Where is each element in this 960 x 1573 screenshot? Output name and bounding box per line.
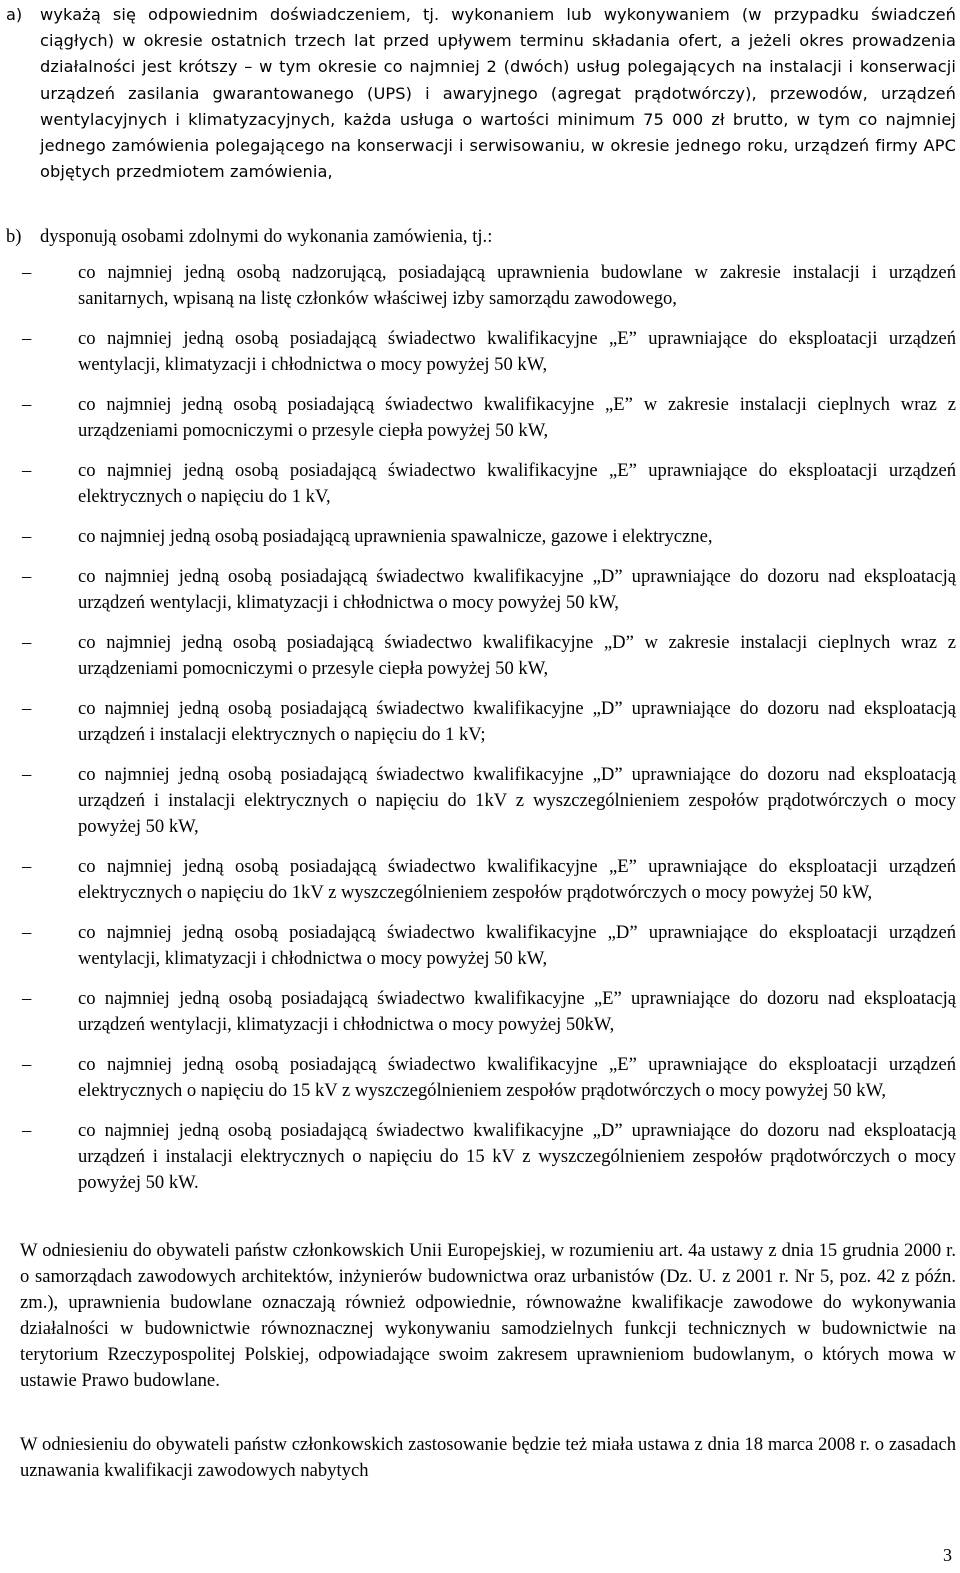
qualification-item <box>22 564 956 616</box>
qualification-item <box>22 986 956 1038</box>
qualification-item <box>22 920 956 972</box>
qualification-item <box>22 326 956 378</box>
list-item-b <box>6 224 956 250</box>
qualification-item <box>22 1118 956 1196</box>
qualification-item <box>22 1052 956 1104</box>
qualification-item <box>22 458 956 510</box>
qualification-text: co najmniej jedną osobą posiadającą świadectwo kwalifikacyjne „E” w zakresie instalacji cieplnych wraz z urządzeniami pomocniczymi o przesyle ciepła powyżej 50 kW, <box>78 394 956 441</box>
dash-marker: – <box>22 328 32 349</box>
dash-marker: – <box>22 460 32 481</box>
dash-marker: – <box>22 526 32 547</box>
page-number: 3 <box>943 1545 952 1565</box>
dash-marker: – <box>22 394 32 415</box>
qualification-text: co najmniej jedną osobą posiadającą świadectwo kwalifikacyjne „D” w zakresie instalacji cieplnych wraz z urządzeniami pomocniczymi o przesyle ciepła powyżej 50 kW, <box>78 632 956 679</box>
qualification-text: co najmniej jedną osobą posiadającą świadectwo kwalifikacyjne „E” uprawniające do eksploatacji urządzeń elektrycznych o napięciu do 1 kV, <box>78 460 956 507</box>
qualification-text: co najmniej jedną osobą posiadającą świadectwo kwalifikacyjne „D” uprawniające do dozoru nad eksploatacją urządzeń i instalacji elektrycznych o napięciu do 15 kV z wyszczególnieniem zespołów prądotwórczych o mocy powyżej 50 kW. <box>78 1120 956 1193</box>
qualification-item <box>22 696 956 748</box>
qualification-text: co najmniej jedną osobą posiadającą świadectwo kwalifikacyjne „D” uprawniające do dozoru nad eksploatacją urządzeń wentylacji, klimatyzacji i chłodnictwa o mocy powyżej 50 kW, <box>78 566 956 613</box>
paragraph-eu-citizens: W odniesieniu do obywateli państw członkowskich Unii Europejskiej, w rozumieniu art. 4a ustawy z dnia 15 grudnia 2000 r. o samorządach zawodowych architektów, inżynierów budownictwa oraz urbanistów (Dz. U. z 2001 r. Nr 5, poz. 42 z późn. zm.), uprawnienia budowlane oznaczają również odpowiednie, równoważne kwalifikacje zawodowe do wykonywania działalności w budownictwie równoznacznej wykonywaniu samodzielnych funkcji technicznych w budownictwie na terytorium Rzeczypospolitej Polskiej, odpowiadające swoim zakresem uprawnieniom budowlanym, o których mowa w ustawie Prawo budowlane. <box>20 1240 956 1391</box>
list-item-a-text: wykażą się odpowiednim doświadczeniem, tj. wykonaniem lub wykonywaniem (w przypadku świadczeń ciągłych) w okresie ostatnich trzech lat przed upływem terminu składania ofert, a jeżeli okres prowadzenia działalności jest krótszy – w tym okresie co najmniej 2 (dwóch) usług polegających na instalacji i konserwacji urządzeń zasilania gwarantowanego (UPS) i awaryjnego (agregat prądotwórczy), przewodów, urządzeń wentylacyjnych i klimatyzacyjnych, każda usługa o wartości minimum 75 000 zł brutto, w tym co najmniej jednego zamówienia polegającego na konserwacji i serwisowaniu, w okresie jednego roku, urządzeń firmy APC objętych przedmiotem zamówienia, <box>40 5 956 182</box>
dash-marker: – <box>22 764 32 785</box>
qualification-item <box>22 762 956 840</box>
dash-marker: – <box>22 922 32 943</box>
paragraph-recognition-act: W odniesieniu do obywateli państw członkowskich zastosowanie będzie też miała ustawa z dnia 18 marca 2008 r. o zasadach uznawania kwalifikacji zawodowych nabytych <box>20 1434 956 1481</box>
qualification-item <box>22 392 956 444</box>
qualification-text: co najmniej jedną osobą posiadającą świadectwo kwalifikacyjne „D” uprawniające do dozoru nad eksploatacją urządzeń i instalacji elektrycznych o napięciu do 1kV z wyszczególnieniem zespołów prądotwórczych o mocy powyżej 50 kW, <box>78 764 956 837</box>
qualification-item <box>22 260 956 312</box>
qualification-text: co najmniej jedną osobą posiadającą świadectwo kwalifikacyjne „D” uprawniające do dozoru nad eksploatacją urządzeń i instalacji elektrycznych o napięciu do 1 kV; <box>78 698 956 745</box>
qualification-text: co najmniej jedną osobą posiadającą świadectwo kwalifikacyjne „E” uprawniające do eksploatacji urządzeń elektrycznych o napięciu do 1kV z wyszczególnieniem zespołów prądotwórczych o mocy powyżej 50 kW, <box>78 856 956 903</box>
qualification-item <box>22 524 956 550</box>
qualification-item <box>22 630 956 682</box>
dash-marker: – <box>22 632 32 653</box>
qualification-text: co najmniej jedną osobą posiadającą świadectwo kwalifikacyjne „E” uprawniające do dozoru nad eksploatacją urządzeń wentylacji, klimatyzacji i chłodnictwa o mocy powyżej 50kW, <box>78 988 956 1035</box>
dash-marker: – <box>22 566 32 587</box>
list-marker-a: a) <box>6 5 23 24</box>
dash-marker: – <box>22 1054 32 1075</box>
dash-marker: – <box>22 1120 32 1141</box>
dash-marker: – <box>22 262 32 283</box>
list-item-b-text: dysponują osobami zdolnymi do wykonania zamówienia, tj.: <box>40 226 493 247</box>
dash-marker: – <box>22 988 32 1009</box>
dash-marker: – <box>22 698 32 719</box>
list-item-a <box>6 2 956 185</box>
qualifications-list <box>22 260 956 1210</box>
list-marker-b: b) <box>6 226 22 247</box>
dash-marker: – <box>22 856 32 877</box>
qualification-text: co najmniej jedną osobą posiadającą świadectwo kwalifikacyjne „D” uprawniające do eksploatacji urządzeń wentylacji, klimatyzacji i chłodnictwa o mocy powyżej 50 kW, <box>78 922 956 969</box>
qualification-text: co najmniej jedną osobą posiadającą świadectwo kwalifikacyjne „E” uprawniające do eksploatacji urządzeń elektrycznych o napięciu do 15 kV z wyszczególnieniem zespołów prądotwórczych o mocy powyżej 50 kW, <box>78 1054 956 1101</box>
qualification-text: co najmniej jedną osobą posiadającą uprawnienia spawalnicze, gazowe i elektryczne, <box>78 526 713 547</box>
qualification-item <box>22 854 956 906</box>
qualification-text: co najmniej jedną osobą posiadającą świadectwo kwalifikacyjne „E” uprawniające do eksploatacji urządzeń wentylacji, klimatyzacji i chłodnictwa o mocy powyżej 50 kW, <box>78 328 956 375</box>
qualification-text: co najmniej jedną osobą nadzorującą, posiadającą uprawnienia budowlane w zakresie instalacji i urządzeń sanitarnych, wpisaną na listę członków właściwej izby samorządu zawodowego, <box>78 262 956 309</box>
